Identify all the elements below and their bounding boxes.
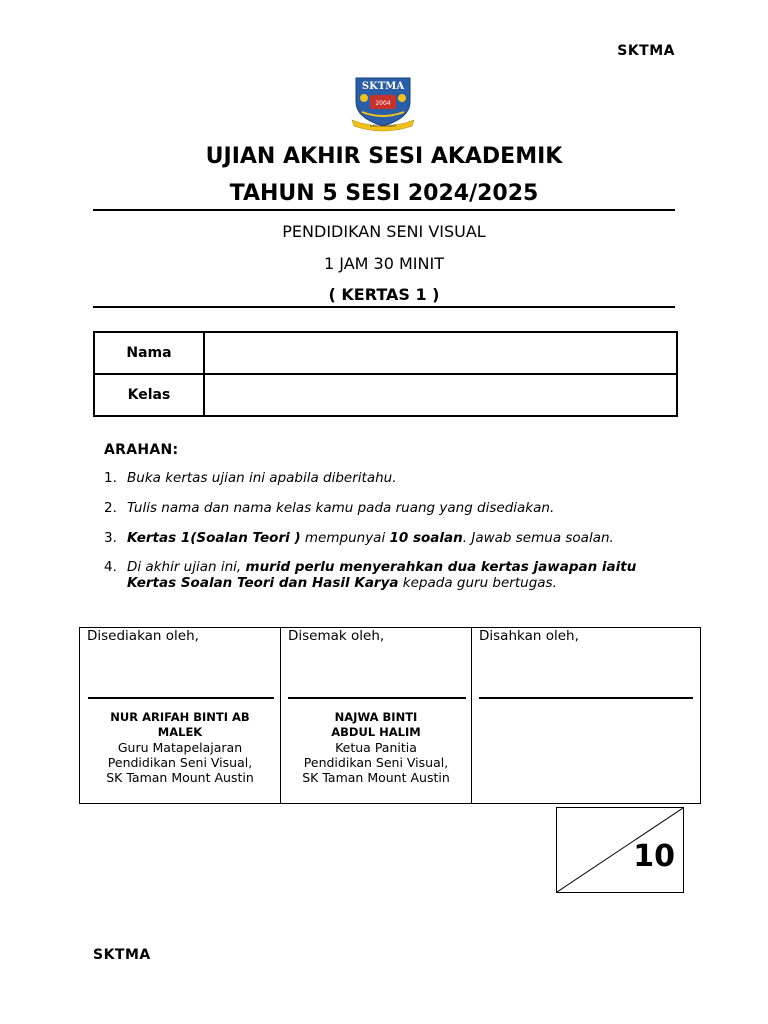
exam-duration: 1 JAM 30 MINIT — [324, 254, 444, 273]
divider-bottom — [93, 306, 675, 308]
instruction-text: Tulis nama dan nama kelas kamu pada ruang yang disediakan. — [127, 500, 555, 516]
instruction-number: 1. — [104, 470, 117, 486]
instruction-bold: Kertas 1(Soalan Teori ) — [127, 530, 301, 546]
signature-heading: Disediakan oleh, — [87, 628, 199, 644]
signature-checked-by — [281, 628, 472, 803]
instruction-number: 2. — [104, 500, 117, 516]
instruction-plain: Di akhir ujian ini, — [127, 559, 246, 575]
class-row — [95, 375, 676, 415]
instruction-plain: mempunyai — [300, 530, 390, 546]
signature-prepared-by — [80, 628, 281, 803]
signature-approved-by — [472, 628, 700, 803]
score-box — [556, 807, 684, 893]
instructions-heading: ARAHAN: — [104, 442, 179, 458]
subject-name: PENDIDIKAN SENI VISUAL — [282, 222, 486, 241]
exam-title-line1: UJIAN AKHIR SESI AKADEMIK — [205, 144, 563, 169]
instruction-text: Buka kertas ujian ini apabila diberitahu. — [127, 470, 397, 486]
signature-line — [479, 697, 693, 699]
instruction-text — [127, 559, 667, 591]
instruction-bold: murid perlu menyerahkan dua kertas jawapan iaitu Kertas Soalan Teori dan Hasil Karya — [127, 559, 637, 591]
class-field[interactable] — [205, 375, 676, 415]
instruction-number: 4. — [104, 559, 117, 575]
instruction-item — [104, 559, 664, 593]
student-info-table — [93, 331, 678, 417]
header-school-code: SKTMA — [617, 43, 675, 59]
signatory-school: SK Taman Mount Austin — [302, 770, 450, 785]
score-total: 10 — [633, 839, 675, 874]
exam-title-line2: TAHUN 5 SESI 2024/2025 — [229, 181, 539, 206]
signatory-dept: Pendidikan Seni Visual, — [107, 755, 253, 770]
footer-school-code: SKTMA — [93, 947, 151, 963]
instruction-text — [127, 530, 667, 546]
instruction-bold: 10 soalan — [389, 530, 463, 546]
signature-table — [79, 627, 701, 804]
name-row — [95, 333, 676, 375]
logo-year: 2004 — [375, 100, 391, 107]
signature-line — [288, 697, 466, 699]
school-logo — [350, 76, 416, 132]
logo-motto: ILMU BERBAKTI — [369, 124, 397, 128]
signatory-role: Ketua Panitia — [335, 740, 417, 755]
paper-label: ( KERTAS 1 ) — [328, 285, 440, 304]
signatory-name: NAJWA BINTI ABDUL HALIM — [331, 710, 421, 739]
instruction-plain: kepada guru bertugas. — [398, 575, 557, 591]
signatory-role: Guru Matapelajaran — [117, 740, 243, 755]
instruction-number: 3. — [104, 530, 117, 546]
signature-heading: Disahkan oleh, — [479, 628, 579, 644]
name-field[interactable] — [205, 333, 676, 373]
signature-line — [88, 697, 274, 699]
signature-heading: Disemak oleh, — [288, 628, 385, 644]
divider-top — [93, 209, 675, 211]
class-label: Kelas — [95, 375, 205, 415]
signatory-name: NUR ARIFAH BINTI AB MALEK — [110, 710, 250, 739]
signatory-dept: Pendidikan Seni Visual, — [303, 755, 449, 770]
logo-text: SKTMA — [361, 81, 405, 92]
name-label: Nama — [95, 333, 205, 373]
instruction-plain: . Jawab semua soalan. — [462, 530, 614, 546]
signatory-school: SK Taman Mount Austin — [106, 770, 254, 785]
